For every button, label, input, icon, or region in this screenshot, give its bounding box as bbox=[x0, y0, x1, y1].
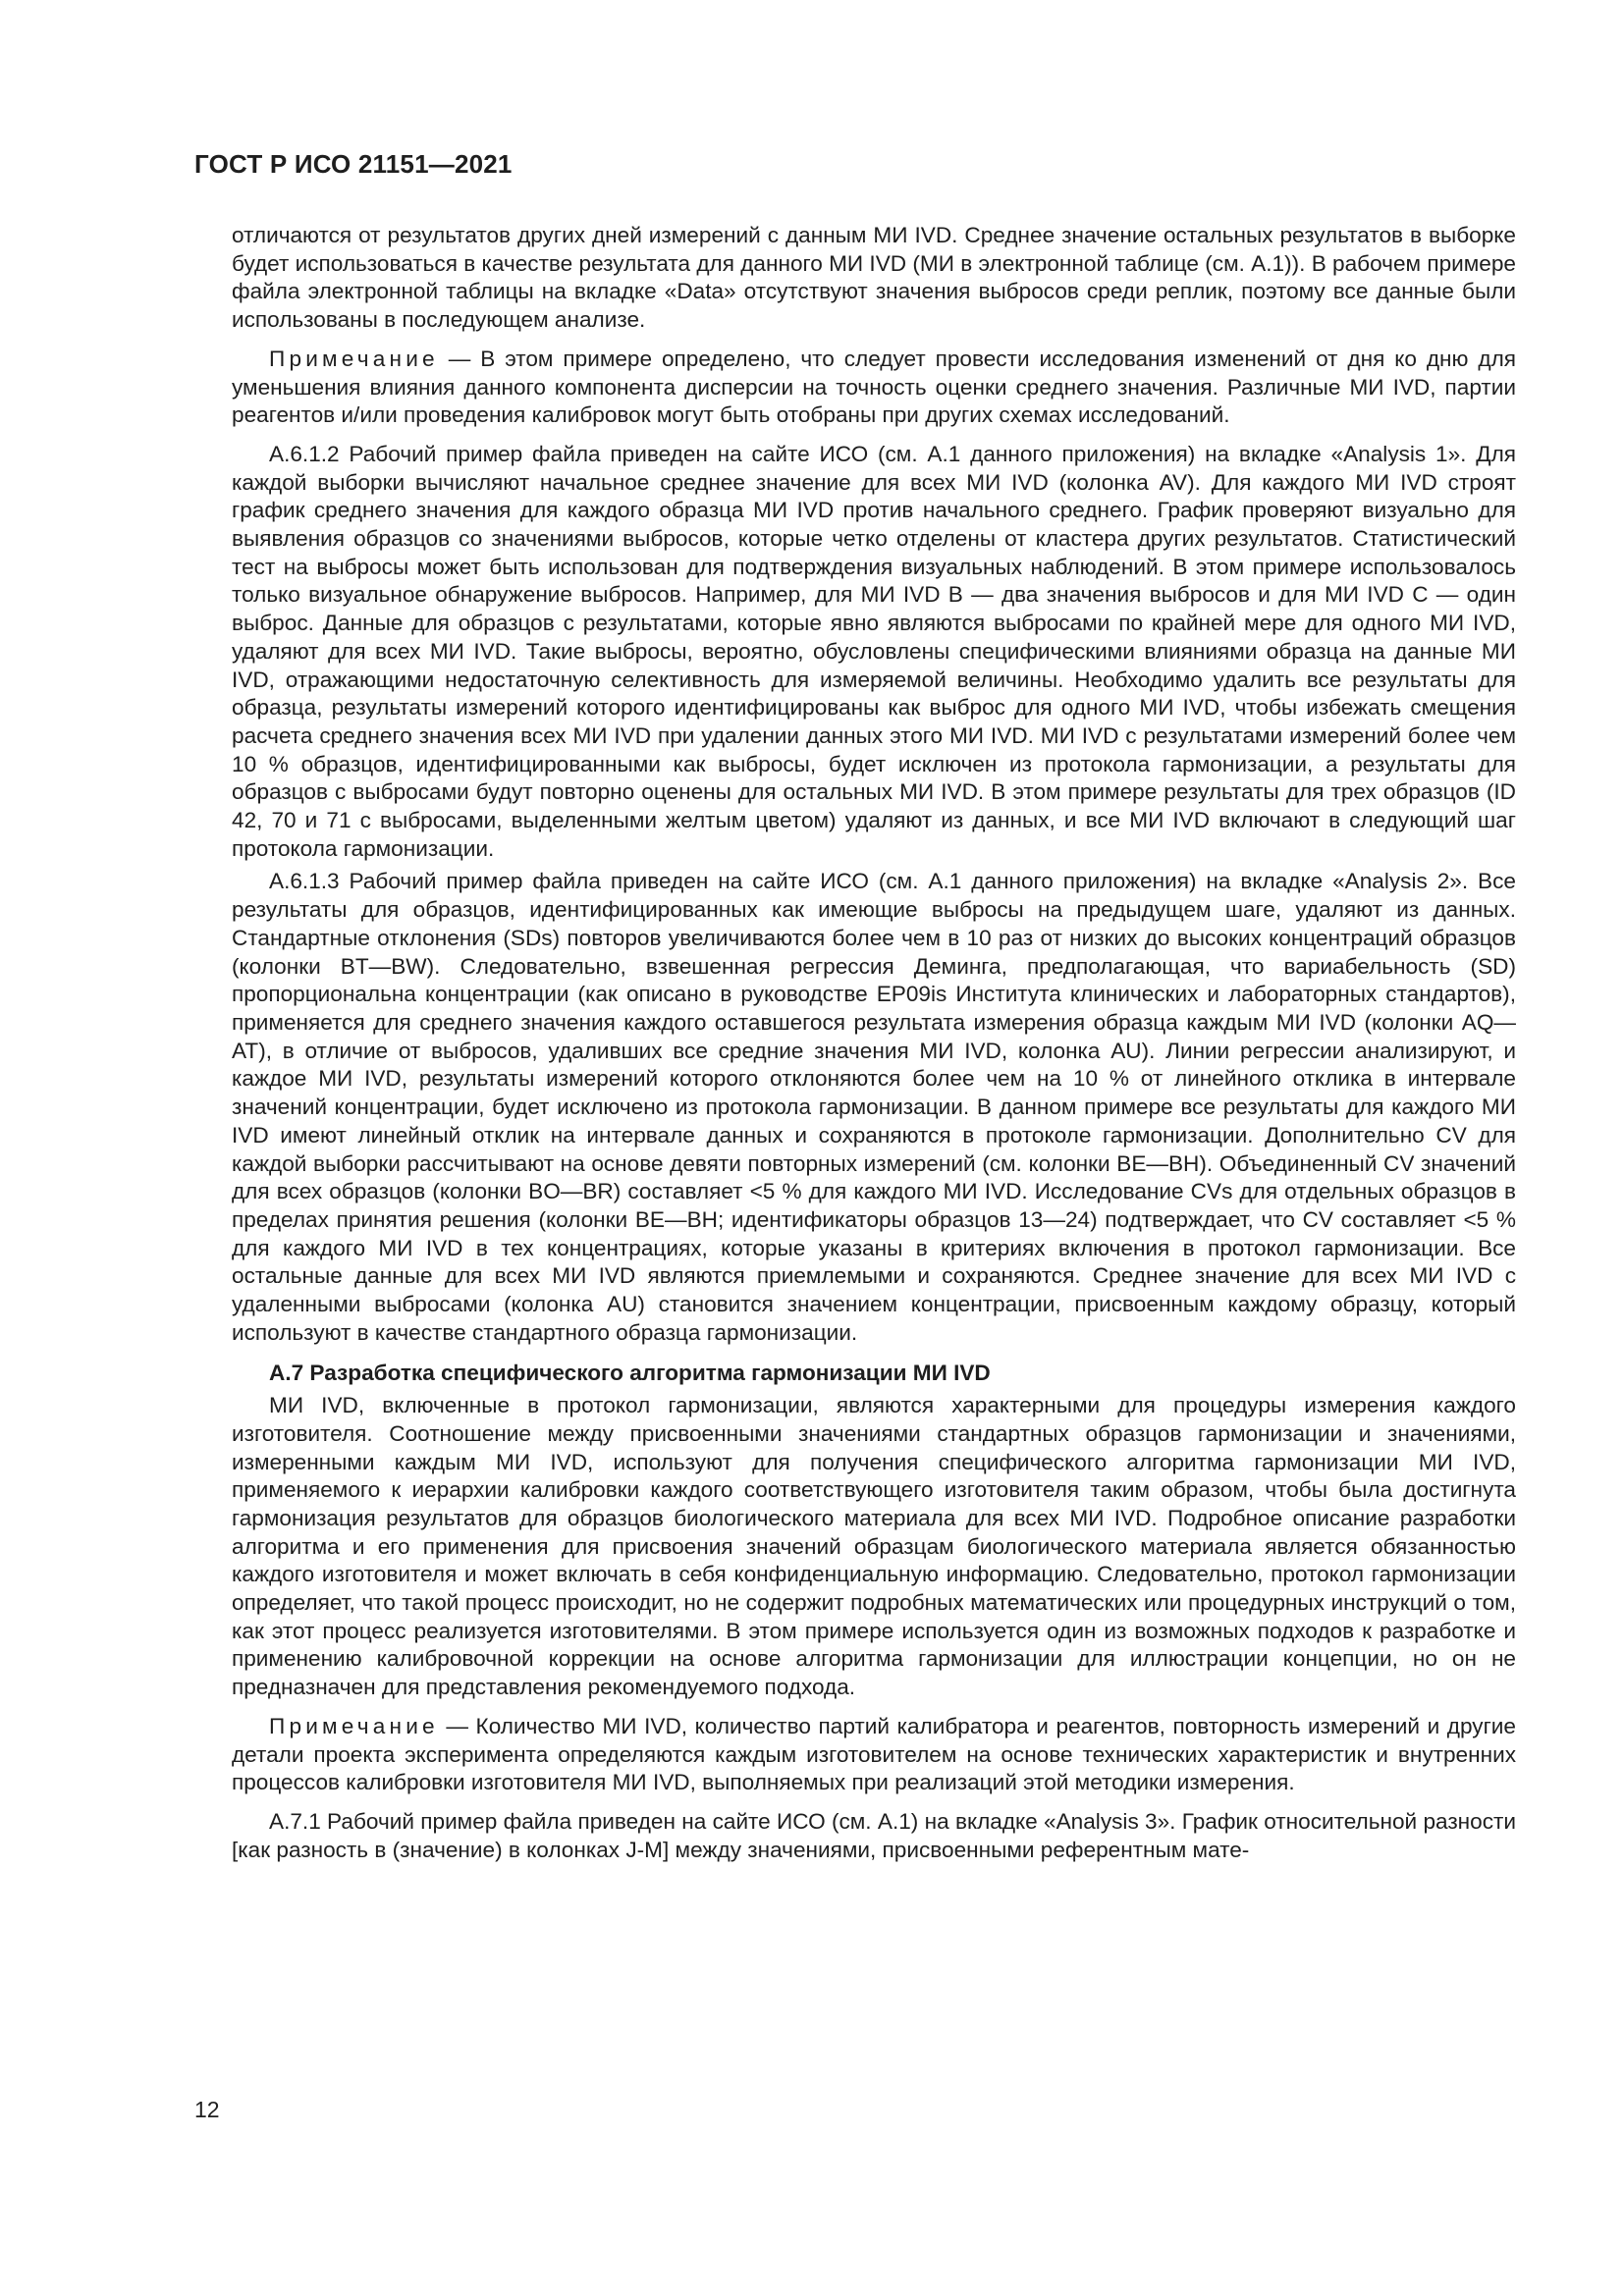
paragraph-a-7-1: А.7.1 Рабочий пример файла приведен на сайте ИСО (см. А.1) на вкладке «Analysis 3». График относительной разности [как разность в (значение) в колонках J-M] между значениями, присвоенными референтным мате- bbox=[232, 1808, 1516, 1862]
section-heading-a-7: А.7 Разработка специфического алгоритма гармонизации МИ IVD bbox=[269, 1361, 991, 1386]
note-label: Примечание bbox=[269, 1713, 439, 1738]
paragraph-a-6-1-2: А.6.1.2 Рабочий пример файла приведен на сайте ИСО (см. А.1 данного приложения) на вкладке «Analysis 1». Для каждой выборки вычисляют начальное среднее значение для всех МИ IVD (колонка AV). Для каждого МИ IVD строят график среднего значения для каждого образца МИ IVD против начального среднего. График проверяют визуально для выявления образцов со значениями выбросов, которые четко отделены от кластера других результатов. Статистический тест на выбросы может быть использован для подтверждения визуальных наблюдений. В этом примере использовалось только визуальное обнаружение выбросов. Например, для МИ IVD B — два значения выбросов и для МИ IVD C — один выброс. Данные для образцов с результатами, которые явно являются выбросами по крайней мере для одного МИ IVD, удаляют для всех МИ IVD. Такие выбросы, вероятно, обусловлены специфическими влияниями образца на данные МИ IVD, отражающими недостаточную селективность для измеряемой величины. Необходимо удалить все результаты для образца, результаты измерений которого идентифицированы как выброс для одного МИ IVD, чтобы избежать смещения расчета среднего значения всех МИ IVD при удалении данных этого МИ IVD. МИ IVD с результатами измерений более чем 10 % образцов, идентифицированными как выбросы, будет исключен из протокола гармонизации, а результаты для образцов с выбросами будут повторно оценены для остальных МИ IVD. В этом примере результаты для трех образцов (ID 42, 70 и 71 с выбросами, выделенными желтым цветом) удаляют из данных, и все МИ IVD включают в следующий шаг протокола гармонизации. bbox=[232, 441, 1516, 861]
paragraph-a-7: МИ IVD, включенные в протокол гармонизации, являются характерными для процедуры измерения каждого изготовителя. Соотношение между присвоенными значениями стандартных образцов гармонизации и значениями, измеренными каждым МИ IVD, используют для получения специфического алгоритма гармонизации МИ IVD, применяемого к иерархии калибровки каждого соответствующего изготовителя таким образом, чтобы была достигнута гармонизация результатов для образцов биологического материала для всех МИ IVD. Подробное описание разработки алгоритма и его применения для присвоения значений образцам биологического материала является обязанностью каждого изготовителя и может включать в себя конфиденциальную информацию. Следовательно, протокол гармонизации определяет, что такой процесс происходит, но не содержит подробных математических или процедурных инструкций о том, как этот процесс реализуется изготовителями. В этом примере используется один из возможных подходов к разработке и применению калибровочной коррекции на основе алгоритма гармонизации для иллюстрации концепции, но он не предназначен для представления рекомендуемого подхода. bbox=[232, 1393, 1516, 1700]
document-header: ГОСТ Р ИСО 21151—2021 bbox=[194, 149, 513, 179]
note-1-text: — В этом примере определено, что следует провести исследования изменений от дня ко дню для уменьшения влияния данного компонента дисперсии на точность оценки среднего значения. Различные МИ IVD, партии реагентов и/или проведения калибровок могут быть отобраны при других схемах исследований. bbox=[232, 346, 1517, 428]
paragraph-continuation: отличаются от результатов других дней измерений с данным МИ IVD. Среднее значение остальных результатов в выборке будет использоваться в качестве результата для данного МИ IVD (МИ в электронной таблице (см. А.1)). В рабочем примере файла электронной таблицы на вкладке «Data» отсутствуют значения выбросов среди реплик, поэтому все данные были использованы в последующем анализе. bbox=[232, 223, 1516, 333]
document-body bbox=[232, 222, 1516, 1864]
paragraph-a-6-1-3: А.6.1.3 Рабочий пример файла приведен на сайте ИСО (см. А.1 данного приложения) на вкладке «Analysis 2». Все результаты для образцов, идентифицированных как имеющие выбросы на предыдущем шаге, удаляют из данных. Стандартные отклонения (SDs) повторов увеличиваются более чем в 10 раз от низких до высоких концентраций образцов (колонки BT—BW). Следовательно, взвешенная регрессия Деминга, предполагающая, что вариабельность (SD) пропорциональна концентрации (как описано в руководстве EP09is Института клинических и лабораторных стандартов), применяется для среднего значения каждого оставшегося результата измерения образца каждым МИ IVD (колонки AQ—AT), в отличие от выбросов, удаливших все средние значения МИ IVD, колонка AU). Линии регрессии анализируют, и каждое МИ IVD, результаты измерений которого отклоняются более чем на 10 % от линейного отклика в интервале значений концентрации, будет исключено из протокола гармонизации. В данном примере все результаты для каждого МИ IVD имеют линейный отклик на интервале данных и сохраняются в протоколе гармонизации. Дополнительно CV для каждой выборки рассчитывают на основе девяти повторных измерений (см. колонки BE—BH). Объединенный CV значений для всех образцов (колонки BO—BR) составляет <5 % для каждого МИ IVD. Исследование CVs для отдельных образцов в пределах принятия решения (колонки BE—BH; идентификаторы образцов 13—24) подтверждает, что CV составляет <5 % для каждого МИ IVD в тех концентрациях, которые указаны в критериях включения в протокол гармонизации. Все остальные данные для всех МИ IVD являются приемлемыми и сохраняются. Среднее значение для всех МИ IVD с удаленными выбросами (колонка AU) становится значением концентрации, присвоенным каждому образцу, который используют в качестве стандартного образца гармонизации. bbox=[232, 869, 1516, 1345]
note-2 bbox=[232, 1713, 1516, 1797]
note-1 bbox=[232, 346, 1516, 430]
note-label: Примечание bbox=[269, 346, 439, 371]
page-number: 12 bbox=[194, 2097, 220, 2122]
note-2-text: — Количество МИ IVD, количество партий калибратора и реагентов, повторность измерений и другие детали проекта эксперимента определяются каждым изготовителем на основе технических характеристик и внутренних процессов калибровки изготовителя МИ IVD, выполняемых при реализаций этой методики измерения. bbox=[232, 1713, 1516, 1795]
